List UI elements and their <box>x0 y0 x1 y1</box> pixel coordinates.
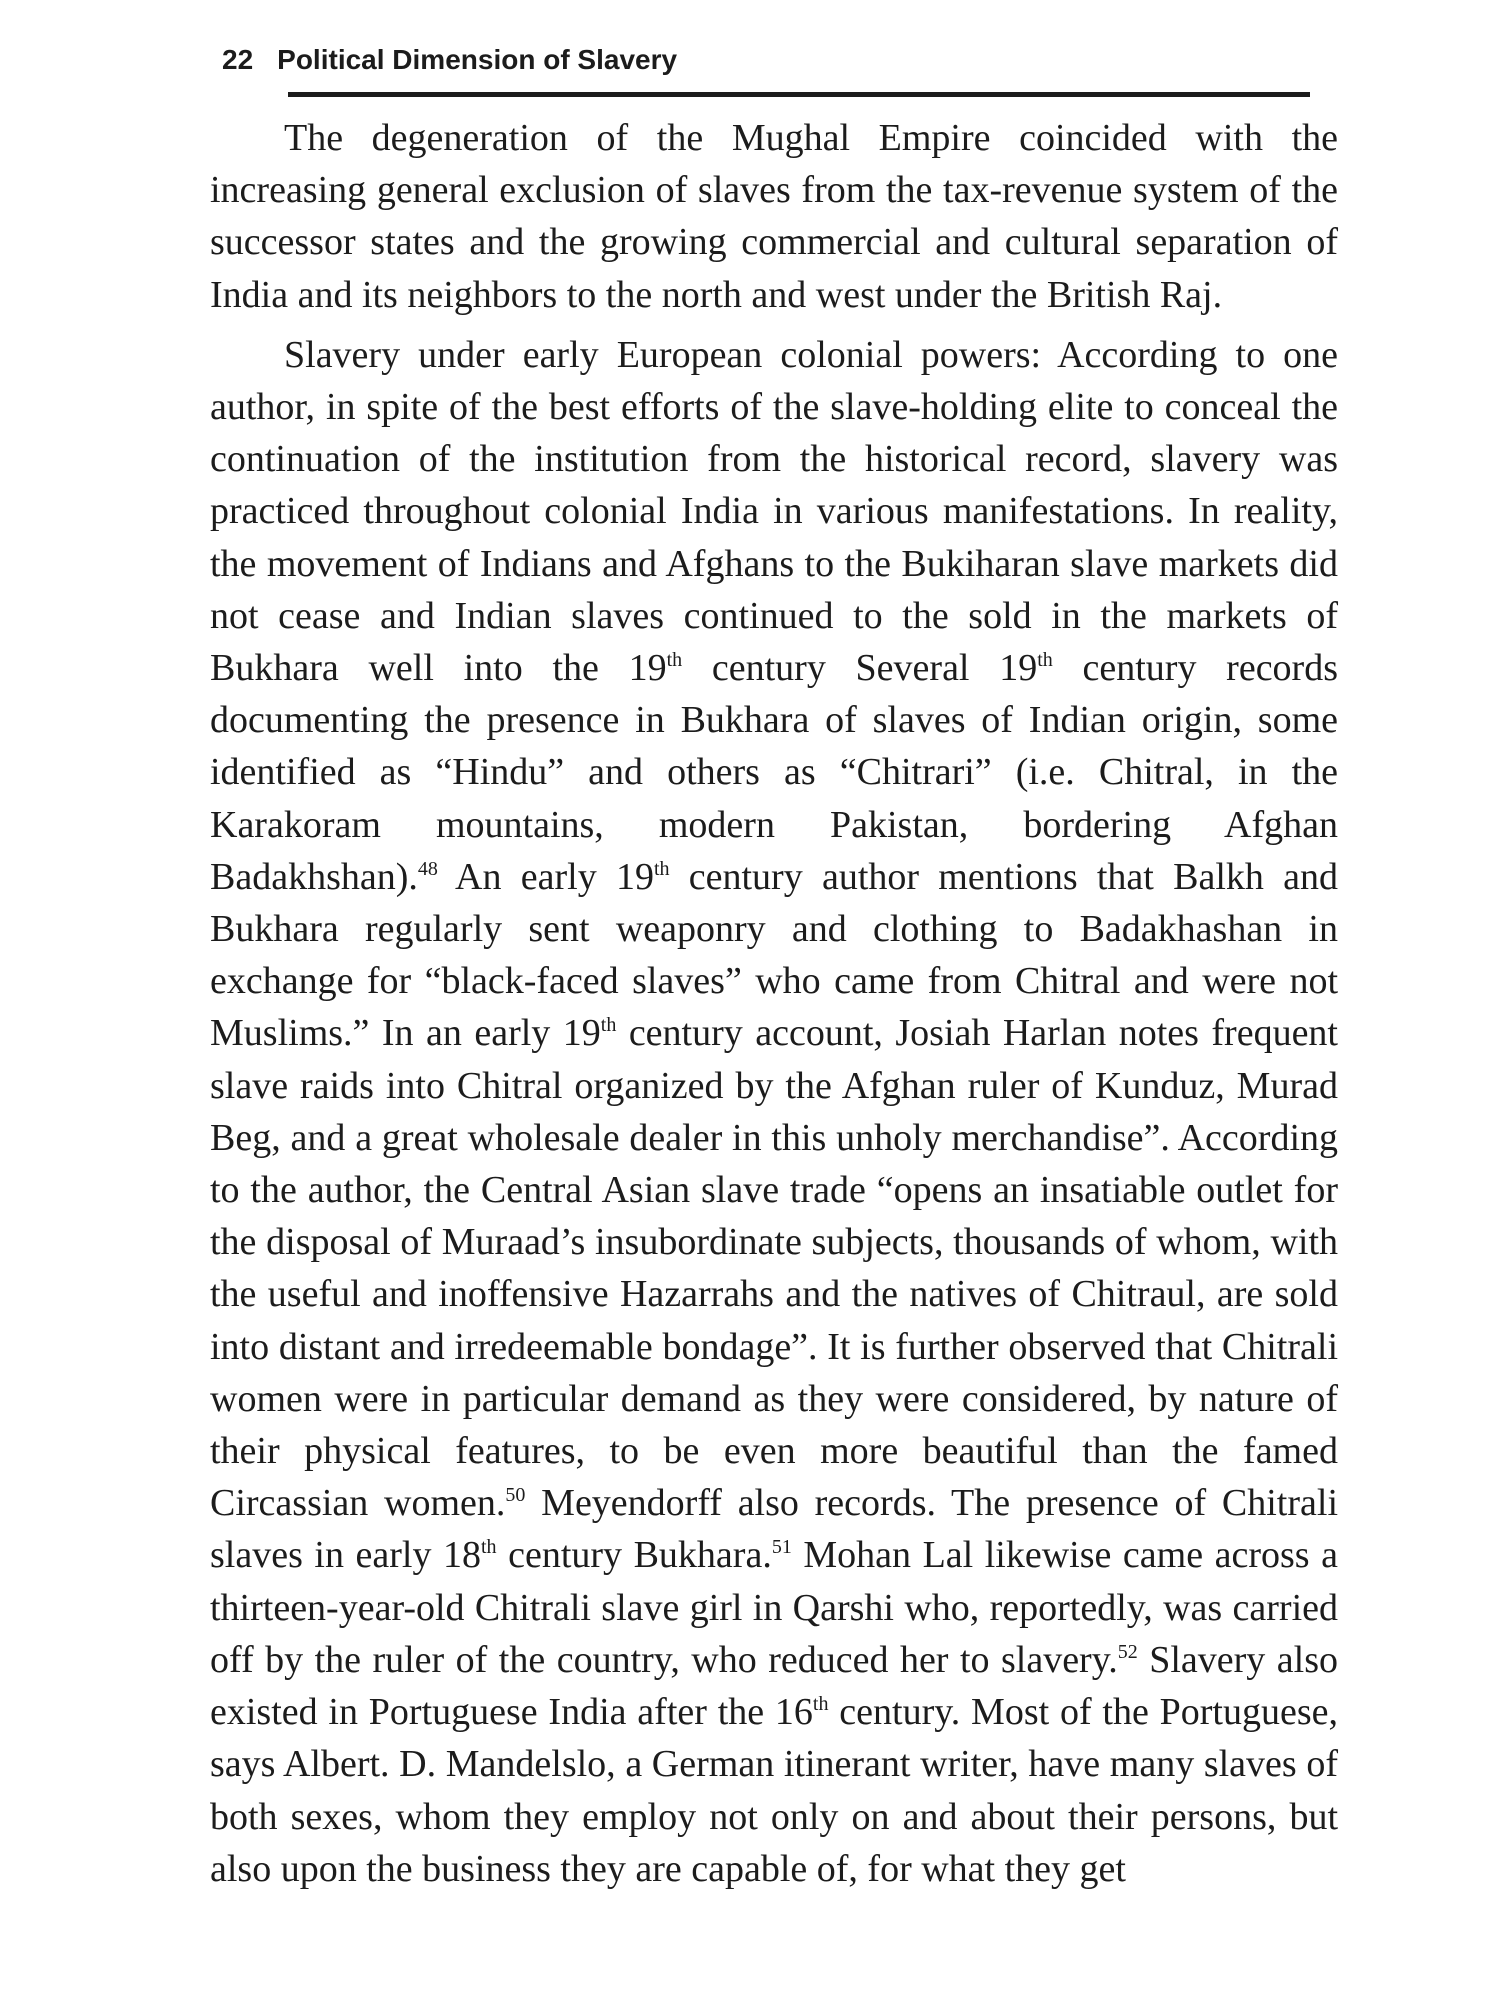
text-segment: century records documenting the presence in Bukhara of slaves of Indian origin, some identified as “Hindu” and others as “Chitrari” (i.e. Chitral, in the Karakoram mountains, modern Pakistan, bordering Afghan Badakhshan). <box>210 647 1338 898</box>
running-title: Political Dimension of Slavery <box>277 44 678 75</box>
footnote-ref: 48 <box>417 857 438 880</box>
text-segment: century Bukhara. <box>496 1534 772 1577</box>
text-segment: century author mentions that Balkh and Bukhara regularly sent weaponry and clothing to Badakhashan in exchange for “black-faced slaves” who came from Chitral and were not Muslims.” In an early 19 <box>210 855 1339 1055</box>
footnote-ref: 51 <box>771 1536 792 1559</box>
superscript-ordinal: th <box>1037 649 1053 672</box>
text-segment: Slavery also existed in Portuguese India after the 16 <box>210 1638 1338 1734</box>
text-segment: century. Most of the Portuguese, says Albert. D. Mandelslo, a German itinerant writer, have many slaves of both sexes, whom they employ not only on and about their persons, but also upon the business they are capable of, for what they get <box>210 1691 1338 1890</box>
footnote-ref: 52 <box>1117 1640 1138 1663</box>
text-segment: Meyendorff also records. The presence of Chitrali slaves in early 18 <box>210 1482 1339 1577</box>
superscript-ordinal: th <box>653 857 670 880</box>
page-number: 22 <box>222 44 254 75</box>
superscript-ordinal: th <box>600 1014 617 1037</box>
body-text <box>210 112 1338 1895</box>
text-segment: Slavery under early European colonial powers: According to one author, in spite of the best efforts of the slave-holding elite to conceal the continuation of the institution from the historical record, slavery was practiced throughout colonial India in various manifestations. In reality, the movement of Indians and Afghans to the Bukiharan slave markets did not cease and Indian slaves continued to the sold in the markets of Bukhara well into the 19 <box>210 333 1338 690</box>
text-segment: century account, Josiah Harlan notes frequent slave raids into Chitral organized by the Afghan ruler of Kunduz, Murad Beg, and a great wholesale dealer in this unholy merchandise”. According to the author, the Central Asian slave trade “opens an insatiable outlet for the disposal of Muraad’s insubordinate subjects, thousands of whom, with the useful and inoffensive Hazarrahs and the natives of Chitraul, are sold into distant and irredeemable bondage”. It is further observed that Chitrali women were in particular demand as they were considered, by nature of their physical features, to be even more beautiful than the famed Circassian women. <box>210 1012 1338 1525</box>
text-segment: century Several 19 <box>682 647 1038 690</box>
superscript-ordinal: th <box>481 1536 497 1559</box>
superscript-ordinal: th <box>812 1693 829 1716</box>
running-header <box>222 36 1312 84</box>
text-segment: Mohan Lal likewise came across a thirteen-year-old Chitrali slave girl in Qarshi who, reportedly, was carried off by the ruler of the country, who reduced her to slavery. <box>210 1534 1338 1681</box>
superscript-ordinal: th <box>666 649 683 672</box>
footnote-ref: 50 <box>505 1484 526 1507</box>
text-segment: An early 19 <box>437 855 654 898</box>
paragraph-1: The degeneration of the Mughal Empire coincided with the increasing general exclusion of slaves from the tax-revenue system of the successor states and the growing commercial and cultural separation of India and its neighbors to the north and west under the British Raj. <box>210 117 1338 316</box>
paragraph-2 <box>210 329 1338 1895</box>
header-rule <box>288 92 1310 97</box>
